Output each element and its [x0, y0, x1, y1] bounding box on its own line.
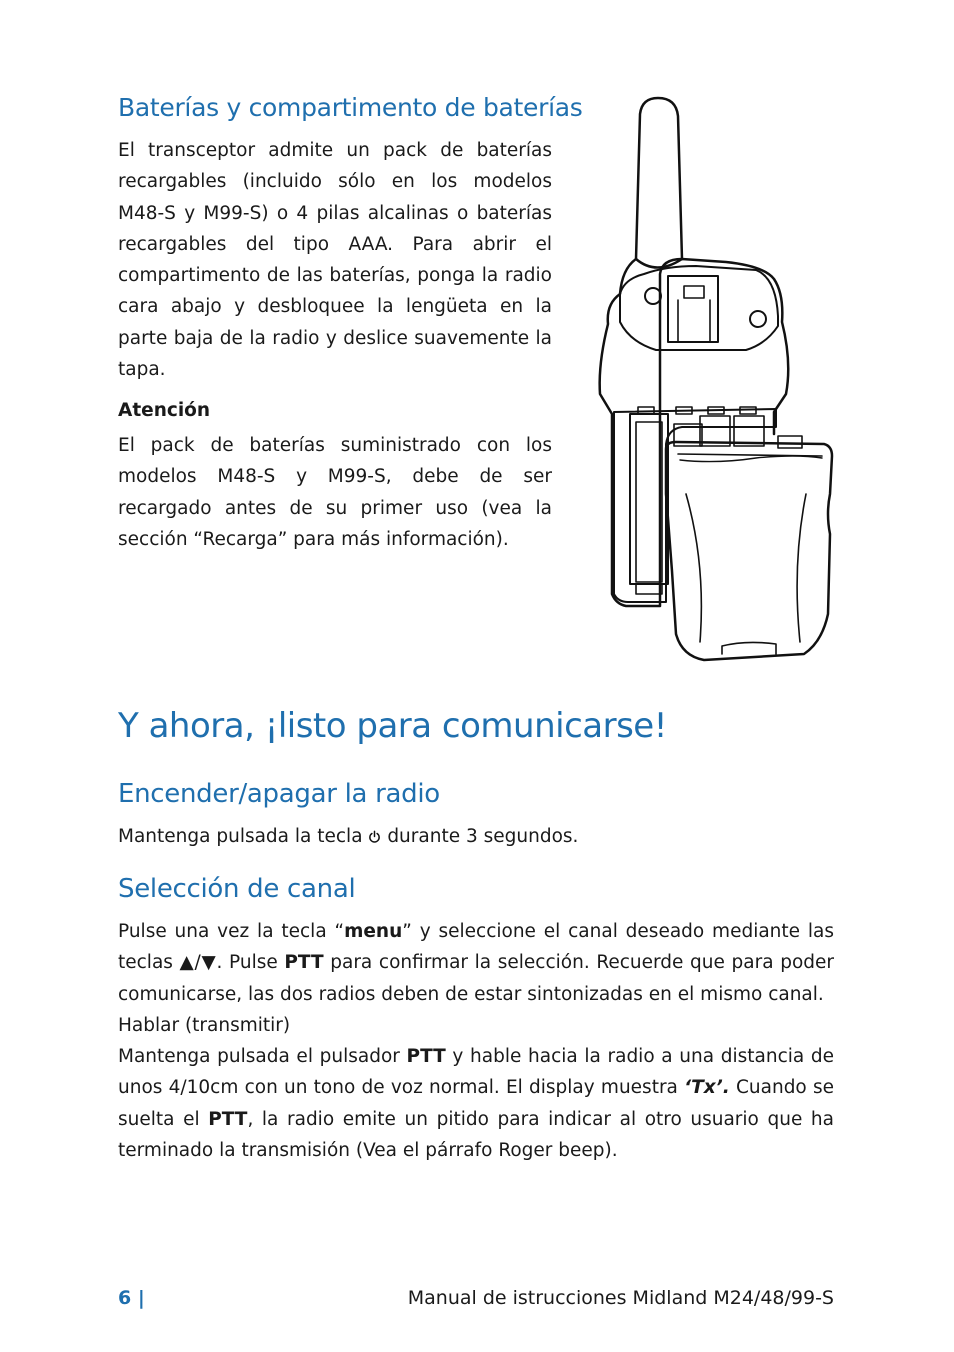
channel-paragraph-3: Mantenga pulsada el pulsador PTT y hable hacia la radio a una distancia de unos 4/10cm con un tono de voz normal. El display muestra ‘Tx’. Cuando se suelta el PTT, la radio emite un pitido para indicar al otro usuario que ha terminado la transmisión (Vea el párrafo Roger beep). [118, 1046, 834, 1162]
power-icon [368, 830, 381, 843]
attention-label: Atención [118, 400, 211, 421]
power-section-title: Encender/apagar la radio [118, 779, 440, 809]
footer-manual-title: Manual de istrucciones Midland M24/48/99-S [407, 1287, 834, 1309]
section-title-batteries: Baterías y compartimento de baterías [118, 93, 583, 122]
channel-text [118, 916, 834, 1166]
radio-battery-illustration [596, 94, 840, 664]
power-instruction: Mantenga pulsada la tecla durante 3 segundos. [118, 826, 579, 847]
channel-paragraph-2: Hablar (transmitir) [118, 1014, 291, 1036]
channel-section-title: Selección de canal [118, 874, 356, 904]
main-title: Y ahora, ¡listo para comunicarse! [118, 706, 667, 746]
channel-paragraph-1: Pulse una vez la tecla “menu” y seleccione el canal deseado mediante las teclas ▲/▼. Pulse PTT para confirmar la selección. Recuerde que para poder comunicarse, las dos radios deben de estar sintonizadas en el mismo canal. [118, 921, 834, 1005]
attention-paragraph: El pack de baterías suministrado con los modelos M48-S y M99-S, debe de ser recargado antes de su primer uso (vea la sección “Recarga” para más información). [118, 435, 552, 550]
batteries-paragraph: El transceptor admite un pack de baterías recargables (incluido sólo en los modelos M48-S y M99-S) o 4 pilas alcalinas o baterías recargables del tipo AAA. Para abrir el compartimento de las baterías, ponga la radio cara abajo y desbloquee la lengüeta en la parte baja de la radio y deslice suavemente la tapa. [118, 140, 552, 381]
page-number: 6 | [118, 1287, 145, 1309]
